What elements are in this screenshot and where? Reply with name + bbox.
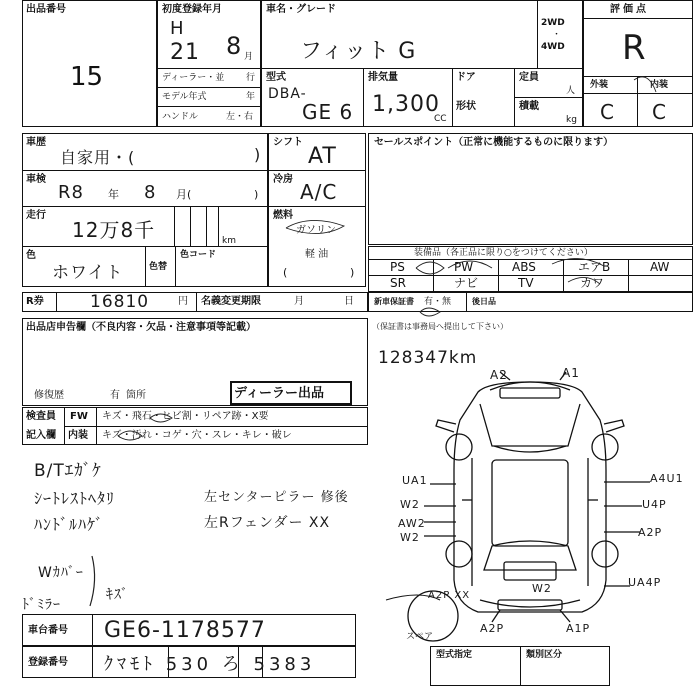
repair-label: 修復歴 <box>34 390 64 401</box>
history-value: 自家用・( <box>60 148 136 167</box>
equip-abs: ABS <box>512 260 536 274</box>
history-label: 車歴 <box>26 137 46 148</box>
repair-suffix: 箇所 <box>126 390 146 401</box>
shift-value: AT <box>308 144 337 169</box>
dealer-label: ディーラー・並 <box>162 73 225 83</box>
year-value: 21 <box>170 40 200 65</box>
class-designation-label: 類別区分 <box>526 650 563 660</box>
cc-unit: CC <box>434 114 447 124</box>
diag-a1-top: A1 <box>562 366 580 380</box>
recycle-value: 16810 <box>90 292 150 312</box>
equip-sr: SR <box>390 276 406 290</box>
month-unit: 月 <box>244 52 254 62</box>
car-name-value: フィット G <box>300 39 417 64</box>
note-line-3: ﾊﾝﾄﾞﾙﾊｹﾞ <box>34 515 105 534</box>
note-right-1: 左センターピラー 修後 <box>204 490 349 505</box>
warranty-value: 有・無 <box>424 297 452 307</box>
registration-value: ｸﾏﾓﾄ 530 ろ 5383 <box>104 654 316 675</box>
first-registration-label: 初度登録年月 <box>162 4 222 15</box>
inspection-year-unit: 年 <box>108 188 119 201</box>
fuel-paren-close: ) <box>350 266 355 279</box>
sales-point-label: セールスポイント（正常に機能するものに限ります） <box>374 137 614 148</box>
drive-2wd: 2WD <box>541 18 565 28</box>
diag-a2p-bottom-left: A2P <box>480 622 505 635</box>
evaluation-label: 評価点 <box>610 4 649 15</box>
note-line-5: ﾄﾞﾐﾗｰ <box>22 597 61 613</box>
load-unit: kg <box>566 115 577 125</box>
color-value: ホワイト <box>52 263 124 283</box>
inspection-month: 8 <box>144 182 157 203</box>
inspector-int: 内装 <box>68 430 88 441</box>
diag-a1p-bottom-right: A1P <box>566 622 591 635</box>
interior-value: C <box>652 100 667 124</box>
exterior-value: C <box>600 100 615 124</box>
month-value: 8 <box>226 32 243 60</box>
color-code-label: 色コード <box>180 250 217 260</box>
mileage-label: 走行 <box>26 210 46 221</box>
equip-ps: PS <box>390 260 405 274</box>
note-line-1: B/Tｴｶﾞｹ <box>34 461 102 481</box>
aircon-value: A/C <box>300 180 338 204</box>
displacement-value: 1,300 <box>372 92 440 117</box>
diag-ua4p-right: UA4P <box>628 576 662 589</box>
deadline-day-unit: 日 <box>344 296 354 307</box>
model-year-label: モデル年式 <box>162 92 207 102</box>
interior-label: 内装 <box>650 80 669 90</box>
diag-ua1: UA1 <box>402 474 428 487</box>
model-prefix: DBA- <box>268 86 307 102</box>
chassis-value: GE6-1178577 <box>104 618 266 643</box>
drive-dot: ・ <box>552 30 562 40</box>
load-label: 積載 <box>519 101 539 112</box>
note-line-2: ｼｰﾄﾚｽﾄﾍﾀﾘ <box>34 489 116 508</box>
shape-label: 形状 <box>456 101 476 112</box>
capacity-label: 定員 <box>519 72 539 83</box>
drive-4wd: 4WD <box>541 42 565 52</box>
equip-aw: AW <box>650 260 670 274</box>
inspection-label: 車検 <box>26 174 46 185</box>
note-right-2: 左Rフェンダー XX <box>204 515 331 531</box>
diag-spare-code: A2P XX <box>428 590 471 601</box>
diag-a2-top: A2 <box>490 368 508 382</box>
diag-spare-label: スペア <box>406 632 434 642</box>
color-change-label: 色替 <box>149 262 168 272</box>
evaluation-score: R <box>622 28 647 68</box>
handle-value: 左・右 <box>226 112 254 122</box>
diag-w2a: W2 <box>400 498 420 511</box>
warranty-label: 新車保証書 <box>374 297 414 306</box>
recycle-label: R券 <box>26 296 44 307</box>
lot-number: 15 <box>70 62 104 92</box>
mileage-value: 12万8千 <box>72 218 156 242</box>
lot-number-label: 出品番号 <box>26 4 66 15</box>
handle-label: ハンドル <box>162 112 199 122</box>
equip-navi: ナビ <box>454 276 479 290</box>
dealer-unit: 行 <box>246 73 256 83</box>
diag-aw2: AW2 <box>398 517 426 530</box>
notes-label: 出品店申告欄（不良内容・欠品・注意事項等記載） <box>26 322 256 333</box>
dealer-stamp-text: ディーラー出品 <box>234 386 324 401</box>
model-year-unit: 年 <box>246 92 256 102</box>
car-name-label: 車名・グレード <box>266 4 336 15</box>
era-value: H <box>170 18 185 39</box>
equip-airbag: エアB <box>578 260 611 274</box>
km-note: 128347km <box>378 348 478 368</box>
displacement-label: 排気量 <box>368 72 398 83</box>
capacity-unit: 人 <box>566 86 576 96</box>
history-close: ) <box>254 145 262 164</box>
inspection-close: ) <box>254 188 259 201</box>
diag-w2b: W2 <box>400 531 420 544</box>
model-code: GE 6 <box>302 100 354 124</box>
recycle-unit: 円 <box>178 296 188 307</box>
equipment-label: 装備品（各正品に限り○をつけてください） <box>414 248 593 258</box>
fuel-label: 燃料 <box>273 210 293 221</box>
note-line-6: ｷｽﾞ <box>106 587 129 603</box>
inspector-fw: FW <box>70 411 88 422</box>
model-label: 型式 <box>266 72 286 83</box>
equip-pw: PW <box>454 260 474 274</box>
inspector-label-1: 検査員 <box>26 411 56 422</box>
repair-value: 有 <box>110 390 120 401</box>
fuel-gas: ガソリン <box>296 225 336 236</box>
warranty-note: （保証書は事務局へ提出して下さい） <box>372 322 508 331</box>
aircon-label: 冷房 <box>273 174 293 185</box>
inspector-int-items: キズ・汚れ・コゲ・穴・スレ・キレ・破レ <box>102 430 292 441</box>
diag-u4p: U4P <box>642 498 667 511</box>
fuel-paren-open: ( <box>283 266 288 279</box>
inspector-label-2: 記入欄 <box>26 430 56 441</box>
deadline-label: 名義変更期限 <box>201 296 261 307</box>
equip-tv: TV <box>518 276 534 290</box>
diag-a2p-right: A2P <box>638 526 663 539</box>
registration-label: 登録番号 <box>28 657 68 668</box>
fuel-light-oil: 軽 油 <box>305 249 329 260</box>
warranty-book-label: 後日品 <box>472 297 496 306</box>
inspector-fw-items: キズ・飛石・ヒビ割・リペア跡・X要 <box>102 411 269 422</box>
diag-w2-bottom: W2 <box>532 582 552 595</box>
inspection-month-unit: 月( <box>176 188 192 201</box>
note-line-4: Wｶﾊﾞｰ <box>38 565 84 581</box>
shift-label: シフト <box>273 137 303 148</box>
door-label: ドア <box>456 72 476 83</box>
color-label: 色 <box>26 250 36 261</box>
mileage-unit: km <box>222 236 236 246</box>
deadline-month-unit: 月 <box>294 296 304 307</box>
inspection-value: R8 <box>58 182 84 203</box>
type-designation-label: 型式指定 <box>436 650 473 660</box>
equip-leather: カワ <box>580 276 605 290</box>
chassis-label: 車台番号 <box>28 625 68 636</box>
diag-a4u1: A4U1 <box>650 472 684 485</box>
exterior-label: 外装 <box>590 80 609 90</box>
